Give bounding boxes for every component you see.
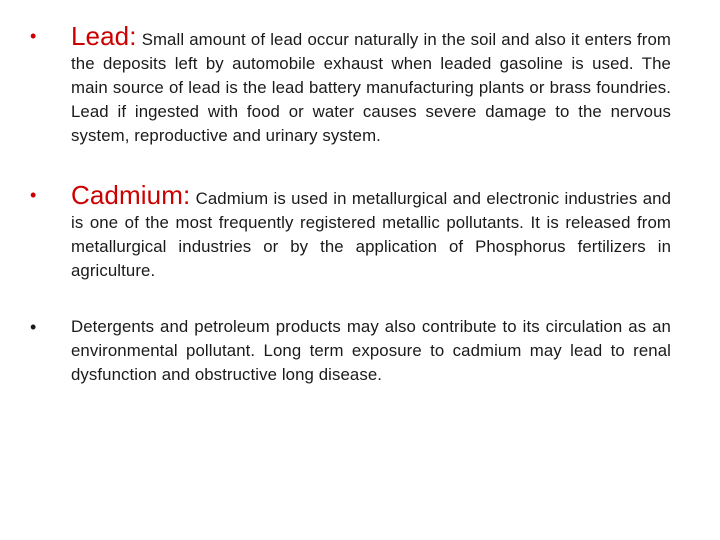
- bullet-text-detergents: Detergents and petroleum products may also contribute to its circulation as an environmental pollutant. Long term exposure to cadmium may lead to renal dysfunction and obstructive long disease.: [71, 317, 671, 384]
- bullet-item-cadmium: [30, 180, 672, 283]
- bullet-heading-cadmium: Cadmium:: [71, 180, 191, 210]
- bullet-text-lead: Small amount of lead occur naturally in the soil and also it enters from the deposits left by automobile exhaust when leaded gasoline is used. The main source of lead is the lead battery manufacturing plants or brass foundries. Lead if ingested with food or water causes severe damage to the nervous system, reproductive and urinary system.: [71, 30, 671, 145]
- bullet-marker: •: [30, 317, 37, 337]
- bullet-content-lead: [71, 21, 671, 148]
- bullet-item-detergents: [30, 315, 672, 387]
- bullet-marker: •: [30, 185, 37, 205]
- bullet-heading-lead: Lead:: [71, 21, 137, 51]
- bullet-content-detergents: [71, 315, 671, 387]
- bullet-text-cadmium: Cadmium is used in metallurgical and electronic industries and is one of the most frequently registered metallic pollutants. It is released from metallurgical industries or by the application of Phosphorus fertilizers in agriculture.: [71, 189, 672, 280]
- bullet-marker: •: [30, 26, 37, 46]
- bullet-item-lead: [30, 21, 672, 148]
- bullet-content-cadmium: [71, 180, 672, 283]
